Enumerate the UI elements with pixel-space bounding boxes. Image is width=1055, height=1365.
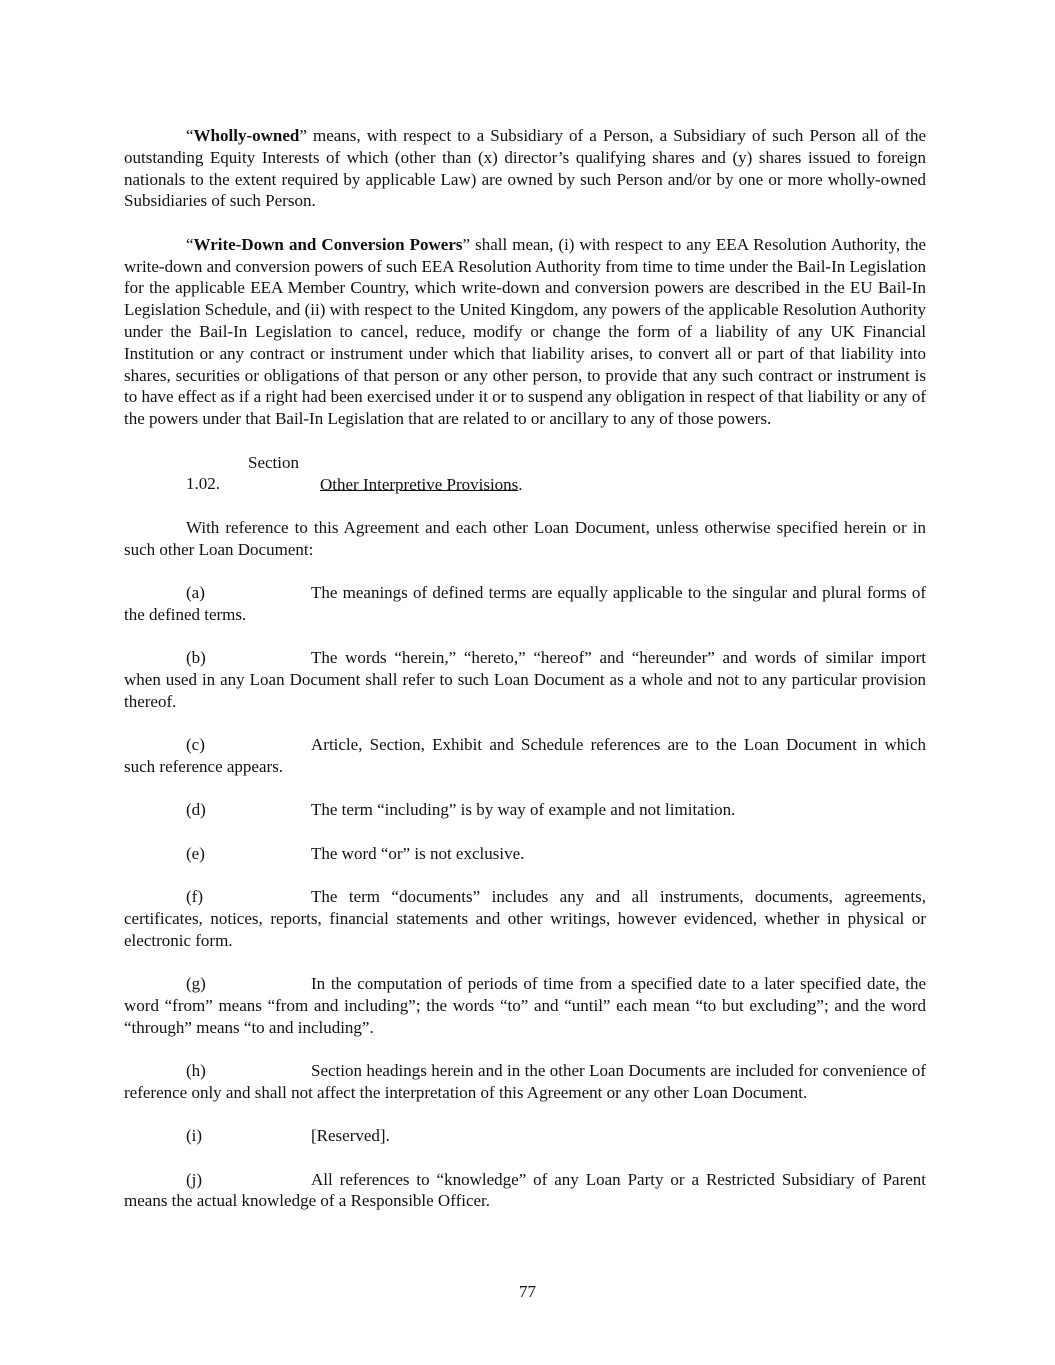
section-number: Section 1.02.	[186, 452, 299, 494]
page-number: 77	[519, 1282, 536, 1301]
clause-text: Article, Section, Exhibit and Schedule references are to the Loan Document in which such reference appears.	[124, 735, 926, 776]
section-intro: With reference to this Agreement and each other Loan Document, unless otherwise specified herein or in such other Loan Document:	[124, 517, 926, 559]
document-page	[124, 125, 926, 1234]
clause-g	[124, 973, 926, 1038]
clause-text: In the computation of periods of time from a specified date to a later specified date, the word “from” means “from and including”; the words “to” and “until” each mean “to but excluding”; and the word “through” means “to and including”.	[124, 974, 926, 1037]
clause-text: The term “documents” includes any and all instruments, documents, agreements, certificates, notices, reports, financial statements and other writings, however evidenced, whether in physical or electronic form.	[124, 887, 926, 950]
defined-term: Write-Down and Conversion Powers	[193, 234, 463, 254]
clause-letter: (h)	[186, 1061, 206, 1081]
clause-text: The word “or” is not exclusive.	[311, 843, 525, 863]
clause-letter: (g)	[186, 974, 206, 994]
clause-letter: (e)	[186, 843, 205, 863]
clause-text: All references to “knowledge” of any Loan Party or a Restricted Subsidiary of Parent means the actual knowledge of a Responsible Officer.	[124, 1169, 926, 1211]
definition-wholly-owned	[124, 125, 926, 212]
clause-a	[124, 582, 926, 626]
definition-text: ” shall mean, (i) with respect to any EEA Resolution Authority, the write-down and conversion powers of such EEA Resolution Authority from time to time under the Bail-In Legislation for the applicable EEA Member Country, which write-down and conversion powers are described in the EU Bail-In Legislation Schedule, and (ii) with respect to the United Kingdom, any powers of the applicable Resolution Authority under the Bail-In Legislation to cancel, reduce, modify or change the form of a liability of any UK Financial Institution or any contract or instrument under which that liability arises, to convert all or part of that liability into shares, securities or obligations of that person or any other person, to provide that any such contract or instrument is to have effect as if a right had been exercised under it or to suspend any obligation in respect of that liability or any of the powers under that Bail-In Legislation that are related to or ancillary to any of those powers.	[124, 234, 926, 429]
clause-f	[124, 886, 926, 951]
clause-letter: (i)	[186, 1126, 203, 1146]
clause-text: [Reserved].	[311, 1126, 390, 1146]
clause-text: The term “including” is by way of example and not limitation.	[311, 800, 736, 820]
clause-letter: (f)	[186, 887, 203, 907]
definition-text: ” means, with respect to a Subsidiary of a Person, a Subsidiary of such Person all of the outstanding Equity Interests of which (other than (x) director’s qualifying shares and (y) shares issued to foreign nationals to the extent required by applicable Law) are owned by such Person and/or by one or more wholly-owned Subsidiaries of such Person.	[124, 126, 926, 211]
clause-text: Section headings herein and in the other Loan Documents are included for convenience of reference only and shall not affect the interpretation of this Agreement or any other Loan Document.	[124, 1061, 926, 1102]
section-heading	[124, 452, 926, 496]
clause-i	[124, 1125, 926, 1147]
section-title: Other Interpretive Provisions	[320, 474, 519, 494]
clause-j	[124, 1169, 926, 1213]
defined-term: Wholly-owned	[193, 126, 300, 145]
clause-b	[124, 647, 926, 712]
clause-letter: (a)	[186, 582, 205, 602]
definition-write-down-conversion-powers	[124, 234, 926, 430]
clause-text: The meanings of defined terms are equally applicable to the singular and plural forms of the defined terms.	[124, 582, 926, 624]
clause-letter: (d)	[186, 800, 206, 820]
open-quote: “	[186, 234, 194, 254]
section-title-period: .	[518, 474, 523, 494]
clause-e	[124, 843, 926, 865]
clause-d	[124, 799, 926, 821]
clause-h	[124, 1060, 926, 1104]
clause-c	[124, 734, 926, 778]
clause-letter: (b)	[186, 648, 206, 668]
clause-text: The words “herein,” “hereto,” “hereof” and “hereunder” and words of similar import when used in any Loan Document shall refer to such Loan Document as a whole and not to any particular provision thereof.	[124, 648, 926, 711]
clause-letter: (j)	[186, 1169, 203, 1189]
open-quote: “	[186, 126, 194, 145]
clause-letter: (c)	[186, 735, 205, 755]
